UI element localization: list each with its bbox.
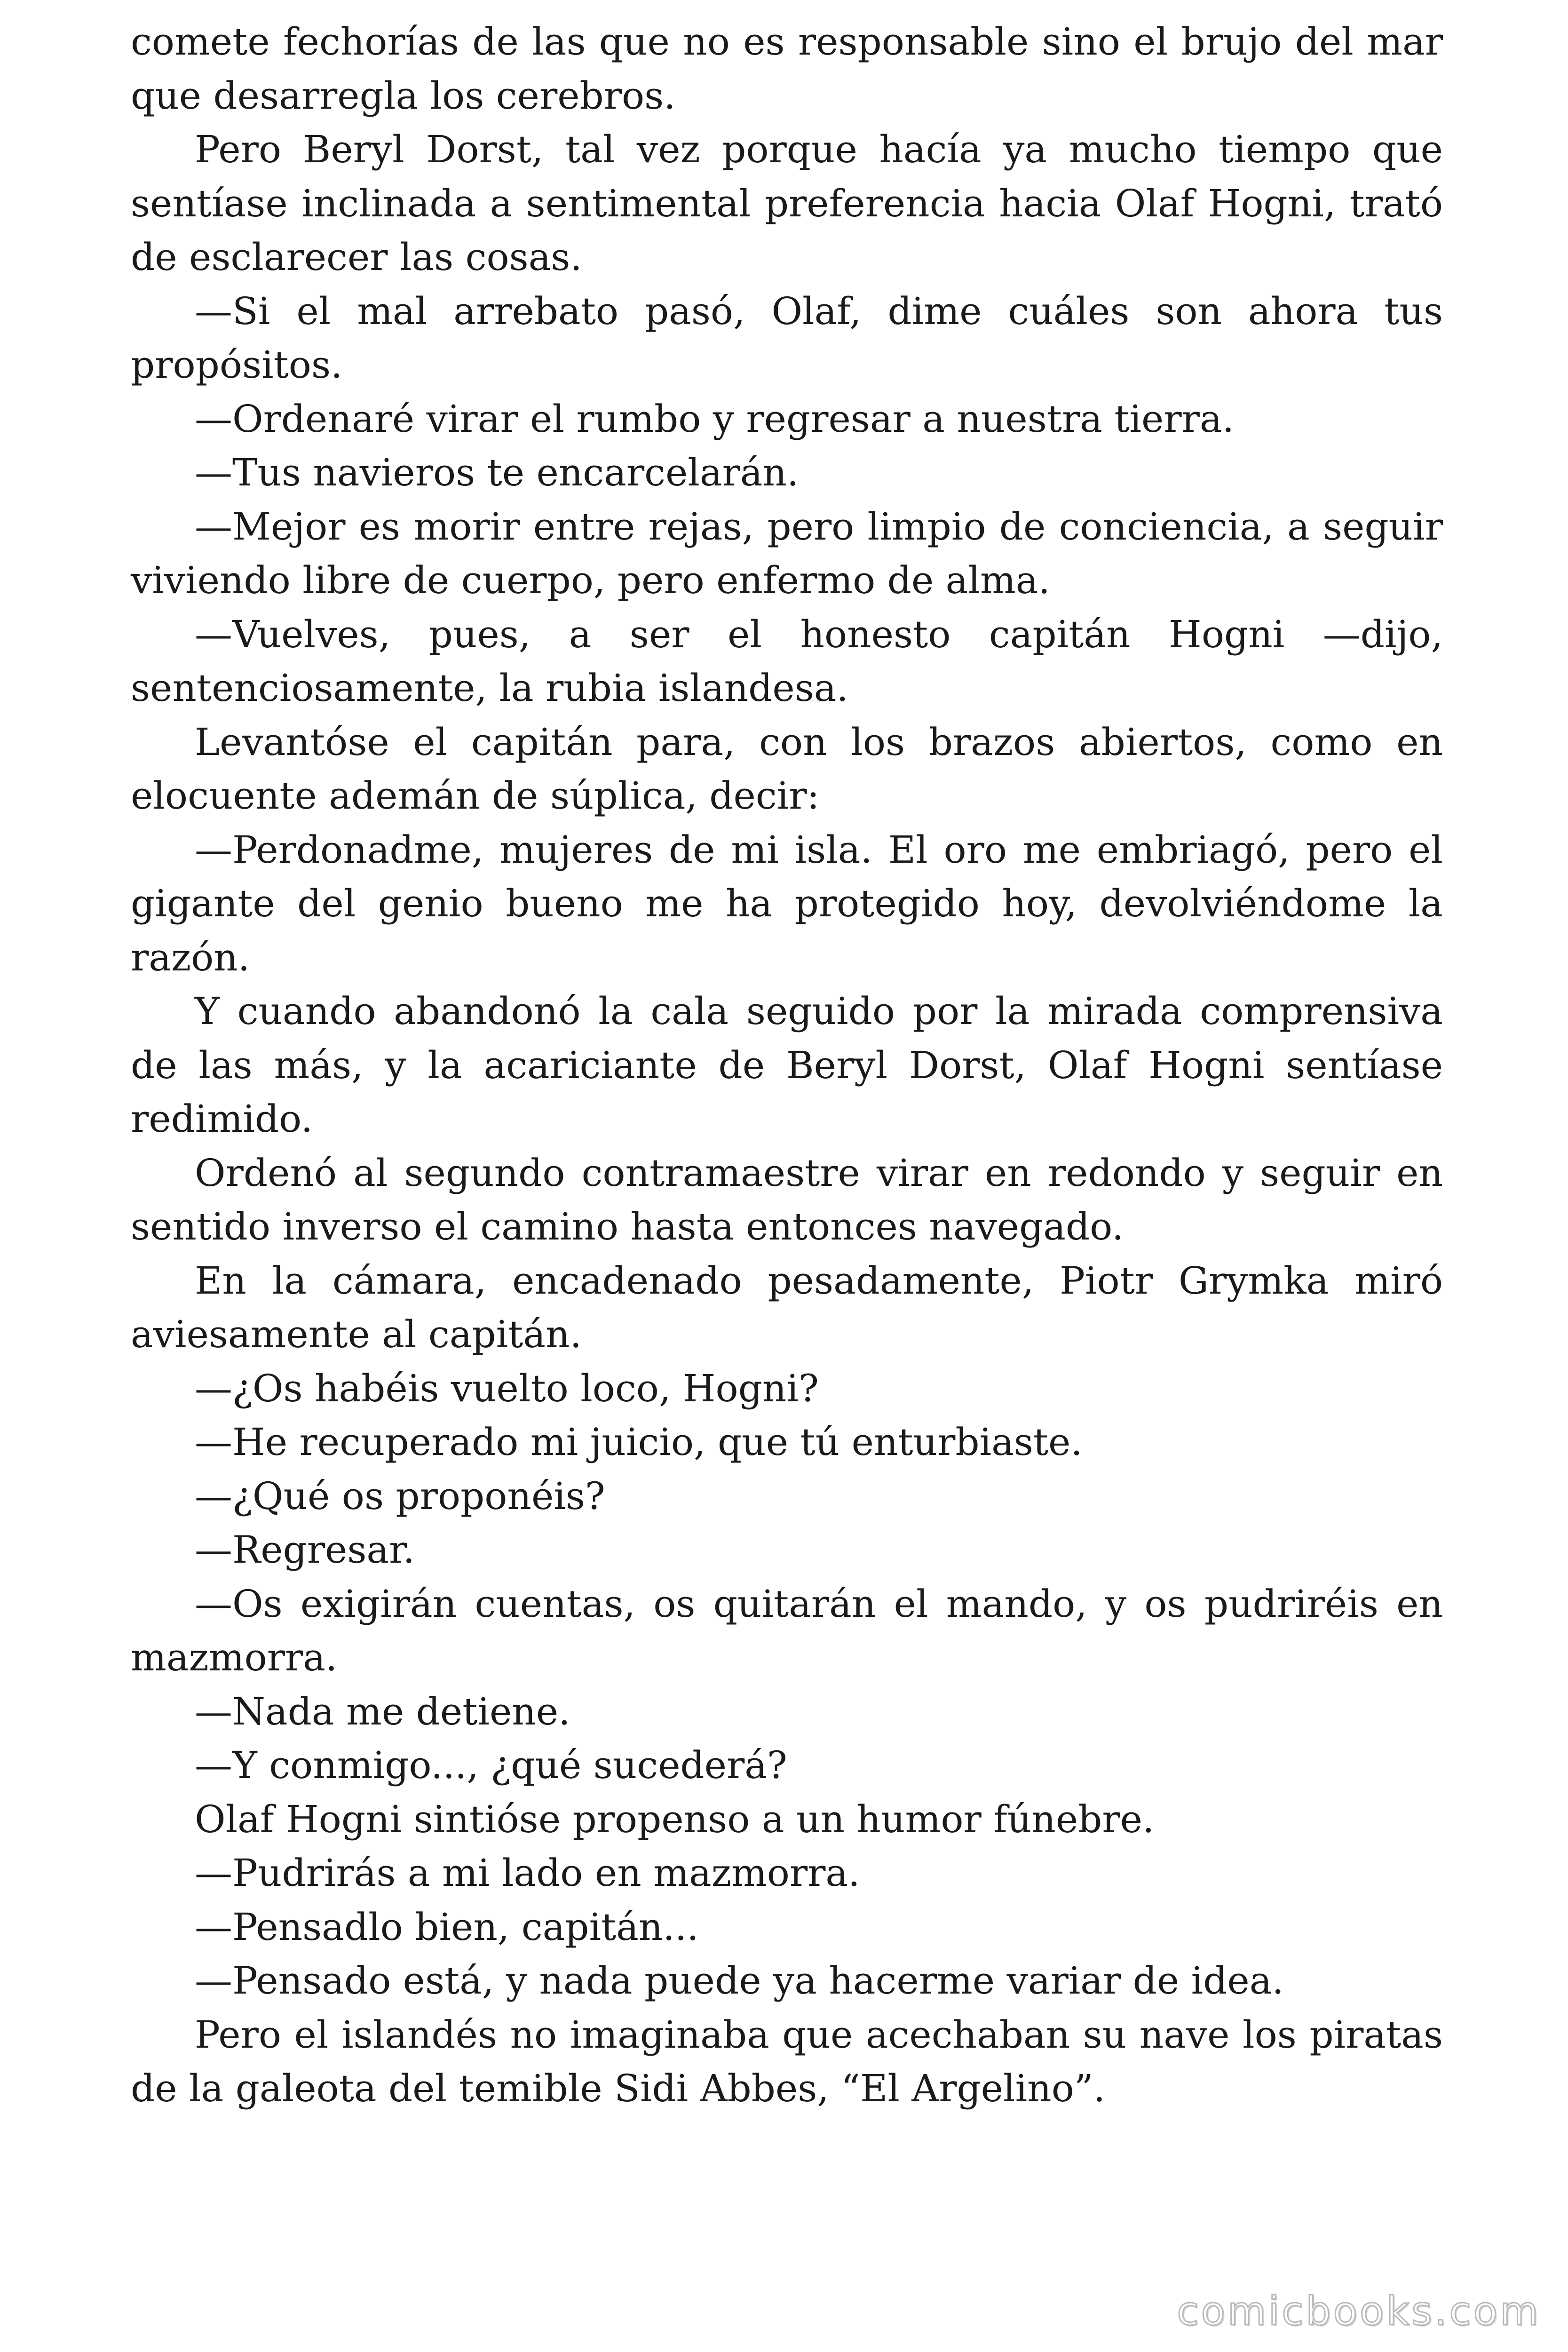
dialogue-line: —Y conmigo..., ¿qué sucederá? [195, 1743, 787, 1787]
dialogue-line: —Si el mal arrebato pasó, Olaf, dime cuáles son ahora tus propósitos. [131, 289, 1443, 387]
dialogue-line: —Nada me detiene. [195, 1689, 570, 1733]
dialogue-line: —Os exigirán cuentas, os quitarán el mando, y os pudriréis en mazmorra. [131, 1581, 1443, 1679]
paragraph: En la cámara, encadenado pesadamente, Piotr Grymka miró aviesamente al capitán. [131, 1258, 1443, 1356]
paragraph: Levantóse el capitán para, con los brazos abiertos, como en elocuente ademán de súplica, decir: [131, 720, 1443, 818]
dialogue-line: —Pudrirás a mi lado en mazmorra. [195, 1851, 860, 1895]
paragraph: Pero el islandés no imaginaba que acechaban su nave los piratas de la galeota del temible Sidi Abbes, “El Argelino”. [131, 2012, 1443, 2110]
dialogue-line: —Pensado está, y nada puede ya hacerme variar de idea. [195, 1959, 1284, 2002]
paragraph: comete fechorías de las que no es responsable sino el brujo del mar que desarregla los cerebros. [131, 20, 1443, 118]
watermark-logo: comicbooks.com [1177, 2288, 1541, 2334]
dialogue-line: —Mejor es morir entre rejas, pero limpio de conciencia, a seguir viviendo libre de cuerpo, pero enfermo de alma. [131, 504, 1443, 602]
dialogue-line: —Vuelves, pues, a ser el honesto capitán Hogni —dijo, sentenciosamente, la rubia islandesa. [131, 612, 1443, 710]
paragraph: Olaf Hogni sintióse propenso a un humor fúnebre. [195, 1797, 1155, 1841]
body-text [131, 15, 1443, 2116]
paragraph: Pero Beryl Dorst, tal vez porque hacía ya mucho tiempo que sentíase inclinada a sentimental preferencia hacia Olaf Hogni, trató de esclarecer las cosas. [131, 127, 1443, 279]
paragraph: Y cuando abandonó la cala seguido por la mirada comprensiva de las más, y la acariciante de Beryl Dorst, Olaf Hogni sentíase redimido. [131, 989, 1443, 1141]
dialogue-line: —Tus navieros te encarcelarán. [195, 451, 799, 494]
dialogue-line: —Perdonadme, mujeres de mi isla. El oro me embriagó, pero el gigante del genio bueno me ha protegido hoy, devolviéndome la razón. [131, 827, 1443, 979]
dialogue-line: —Regresar. [195, 1528, 415, 1572]
paragraph: Ordenó al segundo contramaestre virar en redondo y seguir en sentido inverso el camino hasta entonces navegado. [131, 1151, 1443, 1248]
dialogue-line: —Ordenaré virar el rumbo y regresar a nuestra tierra. [195, 397, 1234, 441]
dialogue-line: —¿Qué os proponéis? [195, 1474, 605, 1518]
dialogue-line: —Pensadlo bien, capitán... [195, 1905, 699, 1949]
dialogue-line: —¿Os habéis vuelto loco, Hogni? [195, 1366, 819, 1410]
dialogue-line: —He recuperado mi juicio, que tú enturbiaste. [195, 1420, 1083, 1464]
